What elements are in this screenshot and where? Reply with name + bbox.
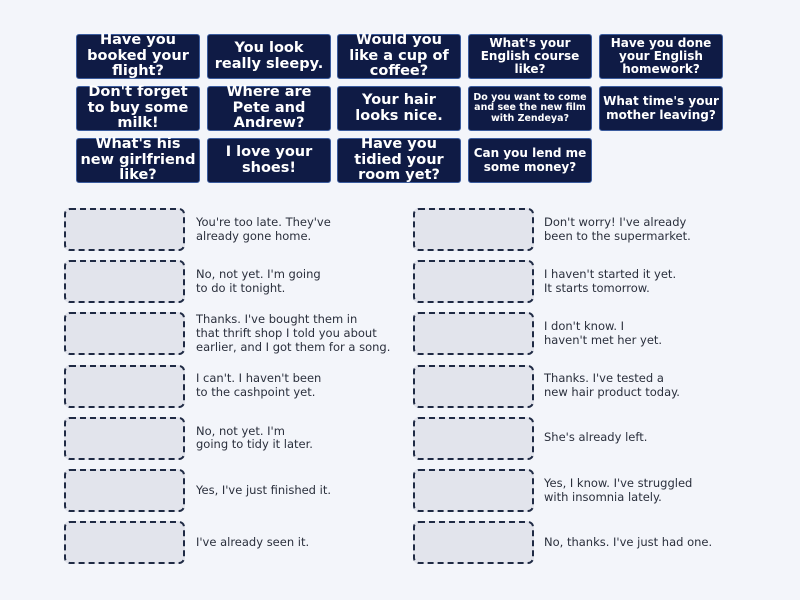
drop-slot[interactable]	[64, 469, 185, 512]
answer-text: I can't. I haven't been to the cashpoint yet.	[196, 371, 322, 400]
draggable-question-tile[interactable]: Do you want to come and see the new film with Zendeya?	[468, 86, 592, 131]
drop-slot[interactable]	[64, 312, 185, 355]
draggable-question-tile[interactable]: What's your English course like?	[468, 34, 592, 79]
answer-text: Yes, I've just finished it.	[196, 482, 332, 497]
answer-text: Thanks. I've tested a new hair product today.	[544, 371, 680, 400]
drop-slot[interactable]	[413, 521, 534, 564]
drop-slot[interactable]	[64, 260, 185, 303]
drop-slot[interactable]	[64, 208, 185, 251]
draggable-question-tile[interactable]: Where are Pete and Andrew?	[207, 86, 331, 131]
draggable-question-tile[interactable]: Have you tidied your room yet?	[337, 138, 461, 183]
drop-slot[interactable]	[413, 260, 534, 303]
drop-slot[interactable]	[413, 469, 534, 512]
answer-text: No, thanks. I've just had one.	[544, 534, 713, 549]
answer-text: You're too late. They've already gone home.	[196, 214, 331, 243]
drop-slot[interactable]	[413, 312, 534, 355]
answer-text: I don't know. I haven't met her yet.	[544, 319, 663, 347]
answer-text: I've already seen it.	[196, 534, 310, 549]
draggable-question-tile[interactable]: Can you lend me some money?	[468, 138, 592, 183]
draggable-question-tile[interactable]: Would you like a cup of coffee?	[337, 34, 461, 79]
drop-slot[interactable]	[413, 365, 534, 408]
draggable-question-tile[interactable]: I love your shoes!	[207, 138, 331, 183]
answer-text: Yes, I know. I've struggled with insomnia lately.	[544, 475, 693, 504]
answer-text: Thanks. I've bought them in that thrift shop I told you about earlier, and I got them for a song.	[196, 312, 391, 354]
answer-text: No, not yet. I'm going to do it tonight.	[196, 266, 321, 295]
draggable-question-tile[interactable]: What's his new girlfriend like?	[76, 138, 200, 183]
answer-text: She's already left.	[544, 430, 648, 445]
drop-slot[interactable]	[413, 417, 534, 460]
answer-text: No, not yet. I'm going to tidy it later.	[196, 423, 313, 452]
draggable-question-tile[interactable]: Don't forget to buy some milk!	[76, 86, 200, 131]
drop-slot[interactable]	[64, 365, 185, 408]
draggable-question-tile[interactable]: Your hair looks nice.	[337, 86, 461, 131]
answer-text: Don't worry! I've already been to the supermarket.	[544, 214, 691, 243]
drop-slot[interactable]	[413, 208, 534, 251]
draggable-question-tile[interactable]: You look really sleepy.	[207, 34, 331, 79]
draggable-question-tile[interactable]: Have you booked your flight?	[76, 34, 200, 79]
draggable-question-tile[interactable]: What time's your mother leaving?	[599, 86, 723, 131]
drop-slot[interactable]	[64, 521, 185, 564]
draggable-question-tile[interactable]: Have you done your English homework?	[599, 34, 723, 79]
drop-slot[interactable]	[64, 417, 185, 460]
answer-text: I haven't started it yet. It starts tomorrow.	[544, 266, 677, 295]
